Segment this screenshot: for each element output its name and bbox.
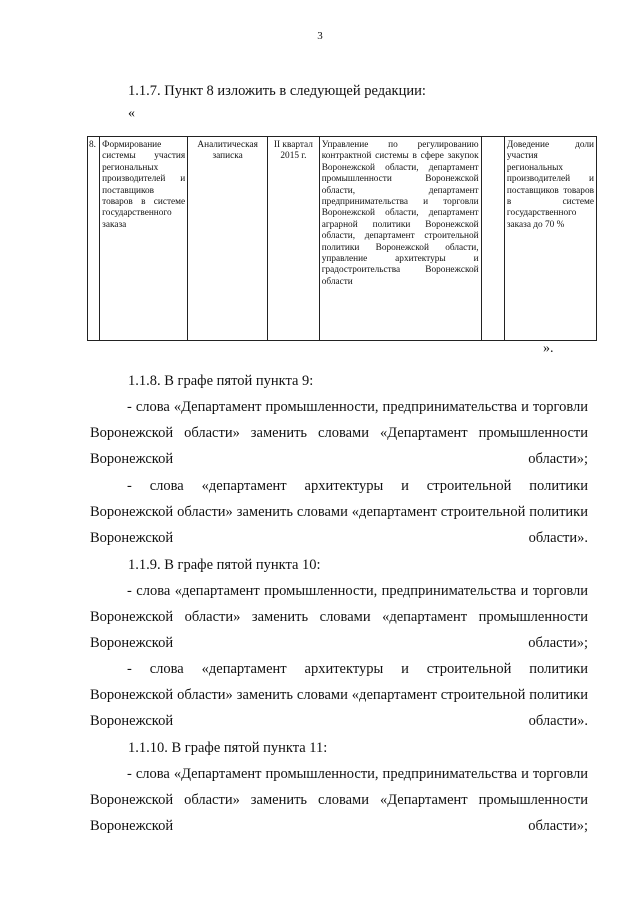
cell-document: Аналитическая записка xyxy=(188,137,268,341)
quote-close: ». xyxy=(543,341,554,356)
paragraph-1-1-8-item-2: - слова «департамент архитектуры и строительной политики Воронежской области» заменить словами «департамент строительной политики Воронежской области». xyxy=(90,478,588,546)
cell-name: Формирование системы участия региональных производителей и поставщиков товаров в системе государственного заказа xyxy=(100,137,188,341)
heading-1-1-7: 1.1.7. Пункт 8 изложить в следующей редакции: xyxy=(128,83,426,99)
paragraph-1-1-8-item-1: - слова «Департамент промышленности, предпринимательства и торговли Воронежской области» заменить словами «Департамент промышленности Воронежской области»; xyxy=(90,399,588,467)
cell-date: II квартал 2015 г. xyxy=(268,137,320,341)
heading-1-1-8: 1.1.8. В графе пятой пункта 9: xyxy=(128,373,314,389)
quote-open: « xyxy=(128,106,135,121)
item-8-table xyxy=(87,136,597,341)
table-row xyxy=(88,137,597,341)
page-number: 3 xyxy=(317,30,323,42)
heading-1-1-9: 1.1.9. В графе пятой пункта 10: xyxy=(128,557,321,573)
cell-number: 8. xyxy=(88,137,100,341)
heading-1-1-10: 1.1.10. В графе пятой пункта 11: xyxy=(128,740,328,756)
paragraph-1-1-9-item-1: - слова «департамент промышленности, предпринимательства и торговли Воронежской области» заменить словами «департамент промышленности Воронежской области»; xyxy=(90,583,588,651)
cell-executors: Управление по регулированию контрактной системы в сфере закупок Воронежской области, департамент промышленности Воронежской области, департамент предпринимательства и торговли Воронежской области, департамент аграрной политики Воронежской области, департамент строительной политики Воронежской области, управление архитектуры и градостроительства Воронежской области xyxy=(319,137,481,341)
paragraph-1-1-9-item-2: - слова «департамент архитектуры и строительной политики Воронежской области» заменить словами «департамент строительной политики Воронежской области». xyxy=(90,661,588,729)
paragraph-1-1-10-item-1: - слова «Департамент промышленности, предпринимательства и торговли Воронежской области» заменить словами «Департамент промышленности Воронежской области»; xyxy=(90,766,588,834)
cell-blank xyxy=(481,137,504,341)
cell-result: Доведение доли участия региональных производителей и поставщиков товаров в системе государственного заказа до 70 % xyxy=(504,137,596,341)
